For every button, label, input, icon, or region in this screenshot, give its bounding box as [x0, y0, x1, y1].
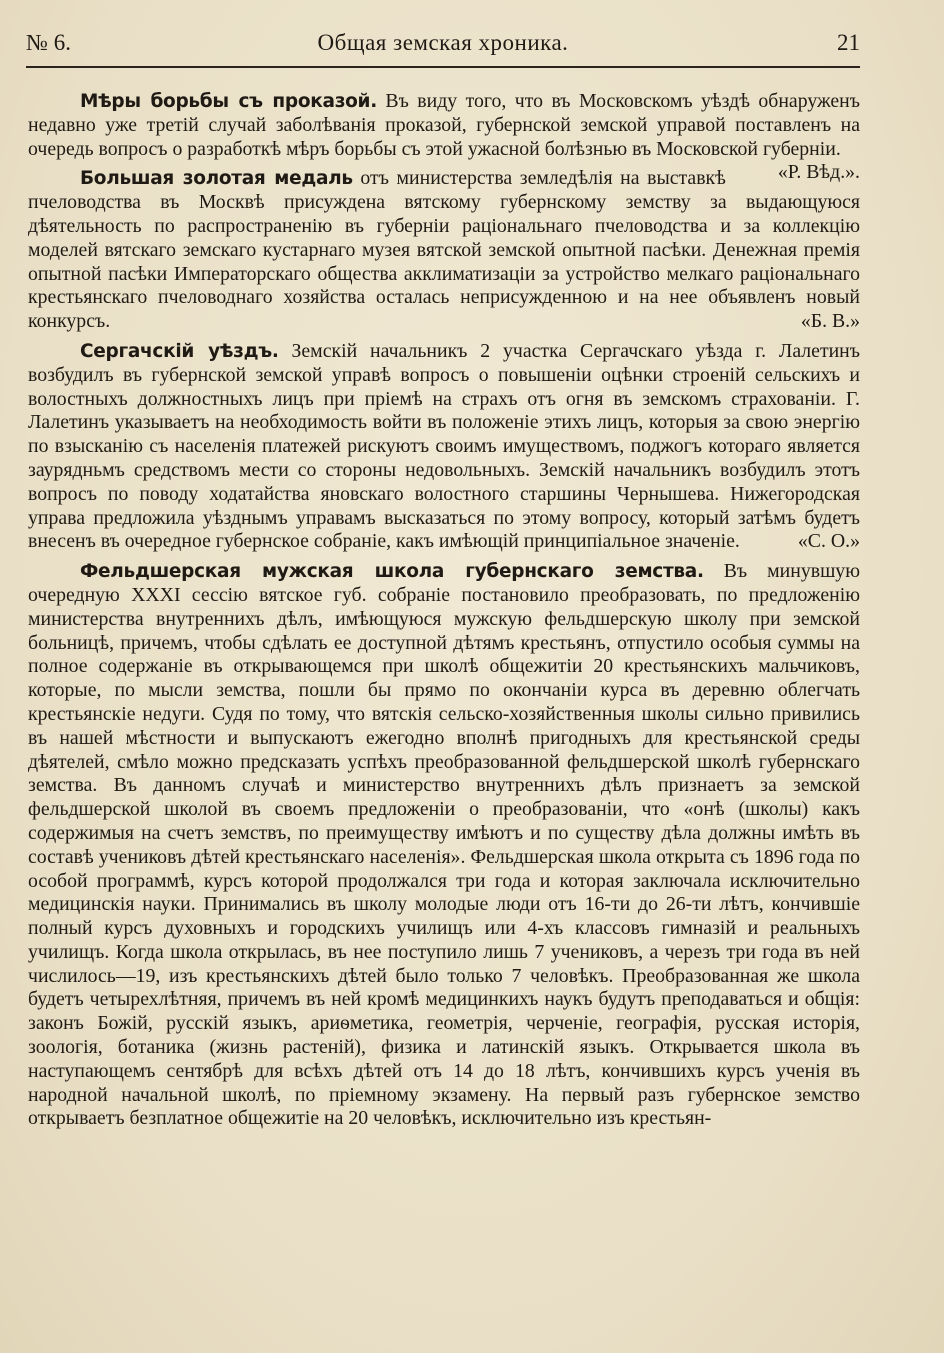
section-title: Общая земская хроника.	[317, 30, 569, 55]
article-feldsher-school	[28, 560, 860, 1131]
article-text: Земскій начальникъ 2 участка Сергачскаго уѣзда г. Лалетинъ возбудилъ въ губернской земской управѣ вопросъ о повышеніи оцѣнки строеній сельскихъ и волостныхъ должностныхъ лицъ при пріемѣ на страхъ отъ огня въ земскомъ страхованіи. Г. Лалетинъ указываетъ на необходимость войти въ положеніе этихъ лицъ, которыя за свою энергію по взысканію съ населенія платежей рискуютъ своимъ имуществомъ, поджогъ котораго является заурядньмъ средствомъ мести со стороны недовольныхъ. Земскій начальникъ возбудилъ этотъ вопросъ по поводу ходатайства яновскаго волостного старшины Чернышева. Нижегородская управа предложила уѣзднымъ управамъ высказаться по этому вопросу, который затѣмъ будетъ внесенъ въ очередное губернское собраніе, какъ имѣющій принципіальное значеніе.	[28, 339, 860, 553]
article-source: «Р. Вѣд.».	[777, 161, 860, 184]
article-text: Въ минувшую очередную XXXI сессію вятское губ. собраніе постановило преобразовать, по предложенію министерства внутреннихъ дѣлъ, имѣющуюся мужскую фельдшерскую школу при земской больницѣ, причемъ, чтобы сдѣлать ее доступной дѣтямъ крестьянъ, отпустило особыя суммы на полное содержаніе въ открывающемся при школѣ общежитіи 20 крестьянскихъ мальчиковъ, которые, по мысли земства, пошли бы прямо по окончаніи курса въ деревню облегчать крестьянскіе недуги. Судя по тому, что вятскія сельско-хозяйственныя школы сильно привились въ нашей мѣстности и выпускаютъ ежегодно вполнѣ пригодныхъ для крестьянской среды дѣятелей, смѣло можно предсказать успѣхъ преобразованной фельдшерской школѣ губернскаго земства. Въ данномъ случаѣ и министерство внутреннихъ дѣлъ признаетъ за земской фельдшерской школой въ своемъ предложеніи о преобразованіи, что «онѣ (школы) какъ содержимыя на счетъ земствъ, по преимуществу имѣютъ и по существу дѣла должны имѣть въ составѣ учениковъ дѣтей крестьянскаго населенія». Фельдшерская школа открыта съ 1896 года по особой программѣ, курсъ которой продолжался три года и которая заключала исключительно медицинскія науки. Принимались въ школу молодые люди отъ 16-ти до 26-ти лѣтъ, кончившіе полный курсъ духовныхъ и городскихъ училищъ или 4-хъ классовъ гимназій и реальныхъ училищъ. Когда школа открылась, въ нее поступило лишь 7 учениковъ, а черезъ три года въ ней числилось—19, изъ крестьянскихъ дѣтей было только 7 человѣкъ. Преобразованная же школа будетъ четырехлѣтняя, причемъ въ ней кромѣ медицинкихъ наукъ будутъ преподаваться и общія: законъ Божій, русскій языкъ, ариѳметика, геометрія, черченіе, географія, русская исторія, зоологія, ботаника (жизнь растеній), физика и латинскій языкъ. Открывается школа въ наступающемъ сентябрѣ для всѣхъ дѣтей отъ 14 до 18 лѣтъ, кончившихъ курсъ ученія въ народной начальной школѣ, по пріемному экзамену. На первый разъ губернское земство открываетъ безплатное общежитіе на 20 человѣкъ, исключительно изъ крестьян-	[28, 560, 860, 1130]
article-column	[28, 90, 860, 1131]
header-rule	[26, 66, 860, 68]
article-heading: Большая золотая медаль	[80, 168, 353, 190]
article-heading: Фельдшерская мужская школа губернскаго земства.	[80, 561, 704, 583]
article-sergach	[28, 340, 860, 554]
issue-number: № 6.	[26, 30, 71, 55]
article-heading: Мѣры борьбы съ проказой.	[80, 91, 377, 112]
running-header	[26, 28, 860, 58]
article-source: «Б. В.»	[800, 310, 860, 333]
article-text: отъ министерства земледѣлія на выставкѣ пчеловодства въ Москвѣ присуждена вятскому губернскому земству за выдающуюся дѣятельность по распространенію въ губерніи раціональнаго пчеловодства и за коллекцію моделей вятскаго земскаго кустарнаго музея вятской земской опытной пасѣки. Денежная премія опытной пасѣки Императорскаго общества акклиматизаціи за устройство мелкаго раціональнаго крестьянскаго пчеловоднаго хозяйства осталась неприсужденною и на нее объявленъ новый конкурсъ.	[28, 167, 860, 333]
article-heading: Сергачскій уѣздъ.	[80, 340, 279, 362]
article-text: Въ виду того, что въ Московскомъ уѣздѣ обнаруженъ недавно уже третій случай заболѣванія проказой, губернской земской управой поставленъ на очередь вопросъ о разработкѣ мѣръ борьбы съ этой ужасной болѣзнью въ Московской губерніи.	[28, 90, 860, 160]
article-source: «С. О.»	[797, 530, 860, 553]
page-number: 21	[837, 30, 860, 55]
article-gold-medal	[28, 167, 860, 334]
